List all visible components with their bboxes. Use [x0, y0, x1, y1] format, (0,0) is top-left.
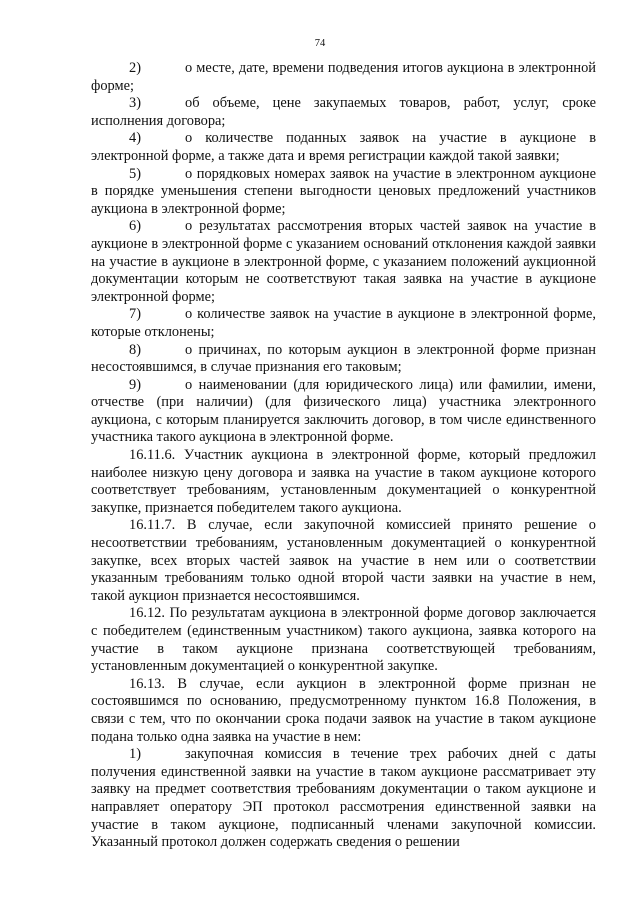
list-item-number: 7) [129, 306, 141, 323]
section-paragraph: 16.11.6. Участник аукциона в электронной форме, который предложил наиболее низкую цену договора и заявка на участие в таком аукционе которого соответствует требованиям, установленным документацией о конкурентной закупке, признается победителем такого аукциона. [91, 447, 596, 516]
list-item-number: 5) [129, 165, 141, 182]
list-item [91, 746, 596, 852]
list-item-number: 4) [129, 130, 141, 147]
list-item [91, 95, 596, 130]
list-item [91, 130, 596, 165]
list-item [91, 306, 596, 341]
list-item-text: о наименовании (для юридического лица) или фамилии, имени, отчестве (при наличии) (для физического лица) участника электронного аукциона, с которым планируется заключить договор, в том числе единственного участника такого аукциона в электронной форме. [91, 376, 596, 446]
list-item-number: 1) [129, 746, 141, 763]
page-number: 74 [314, 38, 326, 49]
list-item-text: об объеме, цене закупаемых товаров, работ, услуг, сроке исполнения договора; [91, 95, 596, 129]
list-item [91, 218, 596, 306]
list-item [91, 377, 596, 447]
list-item-text: о результатах рассмотрения вторых частей заявок на участие в аукционе в электронной форме с указанием оснований отклонения каждой заявки на участие в аукционе в электронной форме, с указанием положений аукционной документации которым не соответствуют такая заявка на участие в аукционе электронной форме; [91, 218, 596, 305]
section-paragraph: 16.12. По результатам аукциона в электронной форме договор заключается с победителем (единственным участником) такого аукциона, заявка которого на участие в таком аукционе признана соответствующей требованиям, установленным документацией о конкурентной закупке. [91, 605, 596, 675]
list-item-text: о месте, дате, времени подведения итогов аукциона в электронной форме; [91, 60, 596, 94]
list-item [91, 60, 596, 95]
list-item-number: 2) [129, 60, 141, 76]
list-item [91, 342, 596, 377]
list-item-number: 6) [129, 218, 141, 235]
section-paragraph: 16.13. В случае, если аукцион в электронной форме признан не состоявшимся по основанию, предусмотренному пунктом 16.8 Положения, в связи с тем, что по окончании срока подачи заявок на участие в таком аукционе подана только одна заявка на участие в нем: [91, 675, 596, 745]
list-item-text: о количестве заявок на участие в аукционе в электронной форме, которые отклонены; [91, 306, 596, 340]
list-item-text: о количестве поданных заявок на участие в аукционе в электронной форме, а также дата и время регистрации каждой такой заявки; [91, 130, 596, 164]
list-item-number: 8) [129, 341, 141, 358]
list-item-text: о порядковых номерах заявок на участие в электронном аукционе в порядке уменьшения степени выгодности ценовых предложений участников аукциона в электронной форме; [91, 165, 596, 217]
list-item-text: о причинах, по которым аукцион в электронной форме признан несостоявшимся, в случае признания его таковым; [91, 341, 596, 376]
list-item-number: 3) [129, 95, 141, 112]
list-item [91, 166, 596, 219]
list-item-text: закупочная комиссия в течение трех рабочих дней с даты получения единственной заявки на участие в таком аукционе рассматривает эту заявку на предмет соответствия требованиям документации о таком аукционе и направляет оператору ЭП протокол рассмотрения единственной заявки на участие в таком аукционе, подписанный членами закупочной комиссии. Указанный протокол должен содержать сведения о решении [91, 746, 596, 851]
section-paragraph: 16.11.7. В случае, если закупочной комиссией принято решение о несоответствии требованиям, установленным документацией о конкурентной закупке, всех вторых частей заявок на участие в нем или о соответствии указанным требованиям только одной второй части заявки на участие в нем, такой аукцион признается несостоявшимся. [91, 517, 596, 604]
list-item-number: 9) [129, 376, 141, 393]
document-body [91, 60, 596, 852]
